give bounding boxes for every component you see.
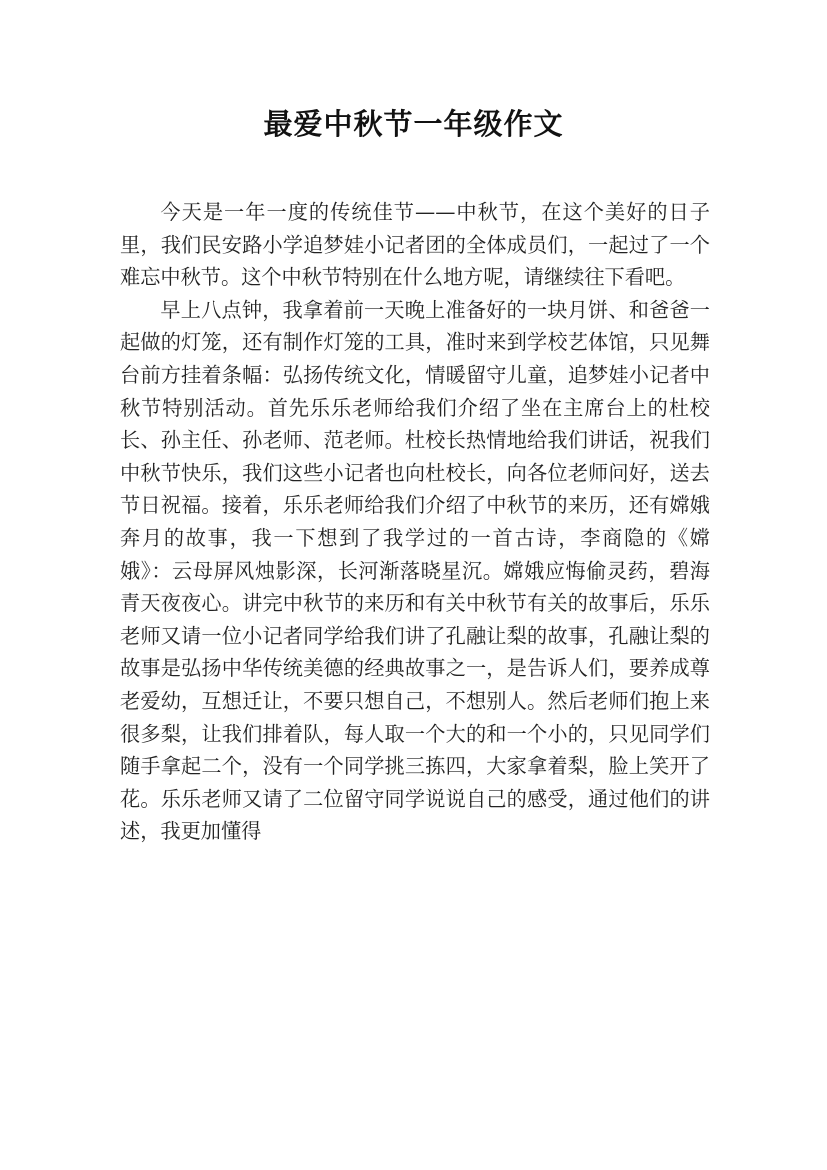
paragraph-1: 今天是一年一度的传统佳节——中秋节，在这个美好的日子里，我们民安路小学追梦娃小记者团的全体成员们，一起过了一个难忘中秋节。这个中秋节特别在什么地方呢，请继续往下看吧。: [120, 200, 710, 290]
document-title: 最爱中秋节一年级作文: [263, 107, 564, 141]
paragraph-2: 早上八点钟，我拿着前一天晚上准备好的一块月饼、和爸爸一起做的灯笼，还有制作灯笼的工具，准时来到学校艺体馆，只见舞台前方挂着条幅：弘扬传统文化，情暖留守儿童，追梦娃小记者中秋节特别活动。首先乐乐老师给我们介绍了坐在主席台上的杜校长、孙主任、孙老师、范老师。杜校长热情地给我们讲话，祝我们中秋节快乐，我们这些小记者也向杜校长，向各位老师问好，送去节日祝福。接着，乐乐老师给我们介绍了中秋节的来历，还有嫦娥奔月的故事，我一下想到了我学过的一首古诗，李商隐的《嫦娥》：云母屏风烛影深，长河渐落晓星沉。嫦娥应悔偷灵药，碧海青天夜夜心。讲完中秋节的来历和有关中秋节有关的故事后，乐乐老师又请一位小记者同学给我们讲了孔融让梨的故事，孔融让梨的故事是弘扬中华传统美德的经典故事之一，是告诉人们，要养成尊老爱幼，互想迁让，不要只想自己，不想别人。然后老师们抱上来很多梨，让我们排着队，每人取一个大的和一个小的，只见同学们随手拿起二个，没有一个同学挑三拣四，大家拿着梨，脸上笑开了花。乐乐老师又请了二位留守同学说说自己的感受，通过他们的讲述，我更加懂得: [120, 297, 710, 844]
document-body: [120, 196, 710, 848]
